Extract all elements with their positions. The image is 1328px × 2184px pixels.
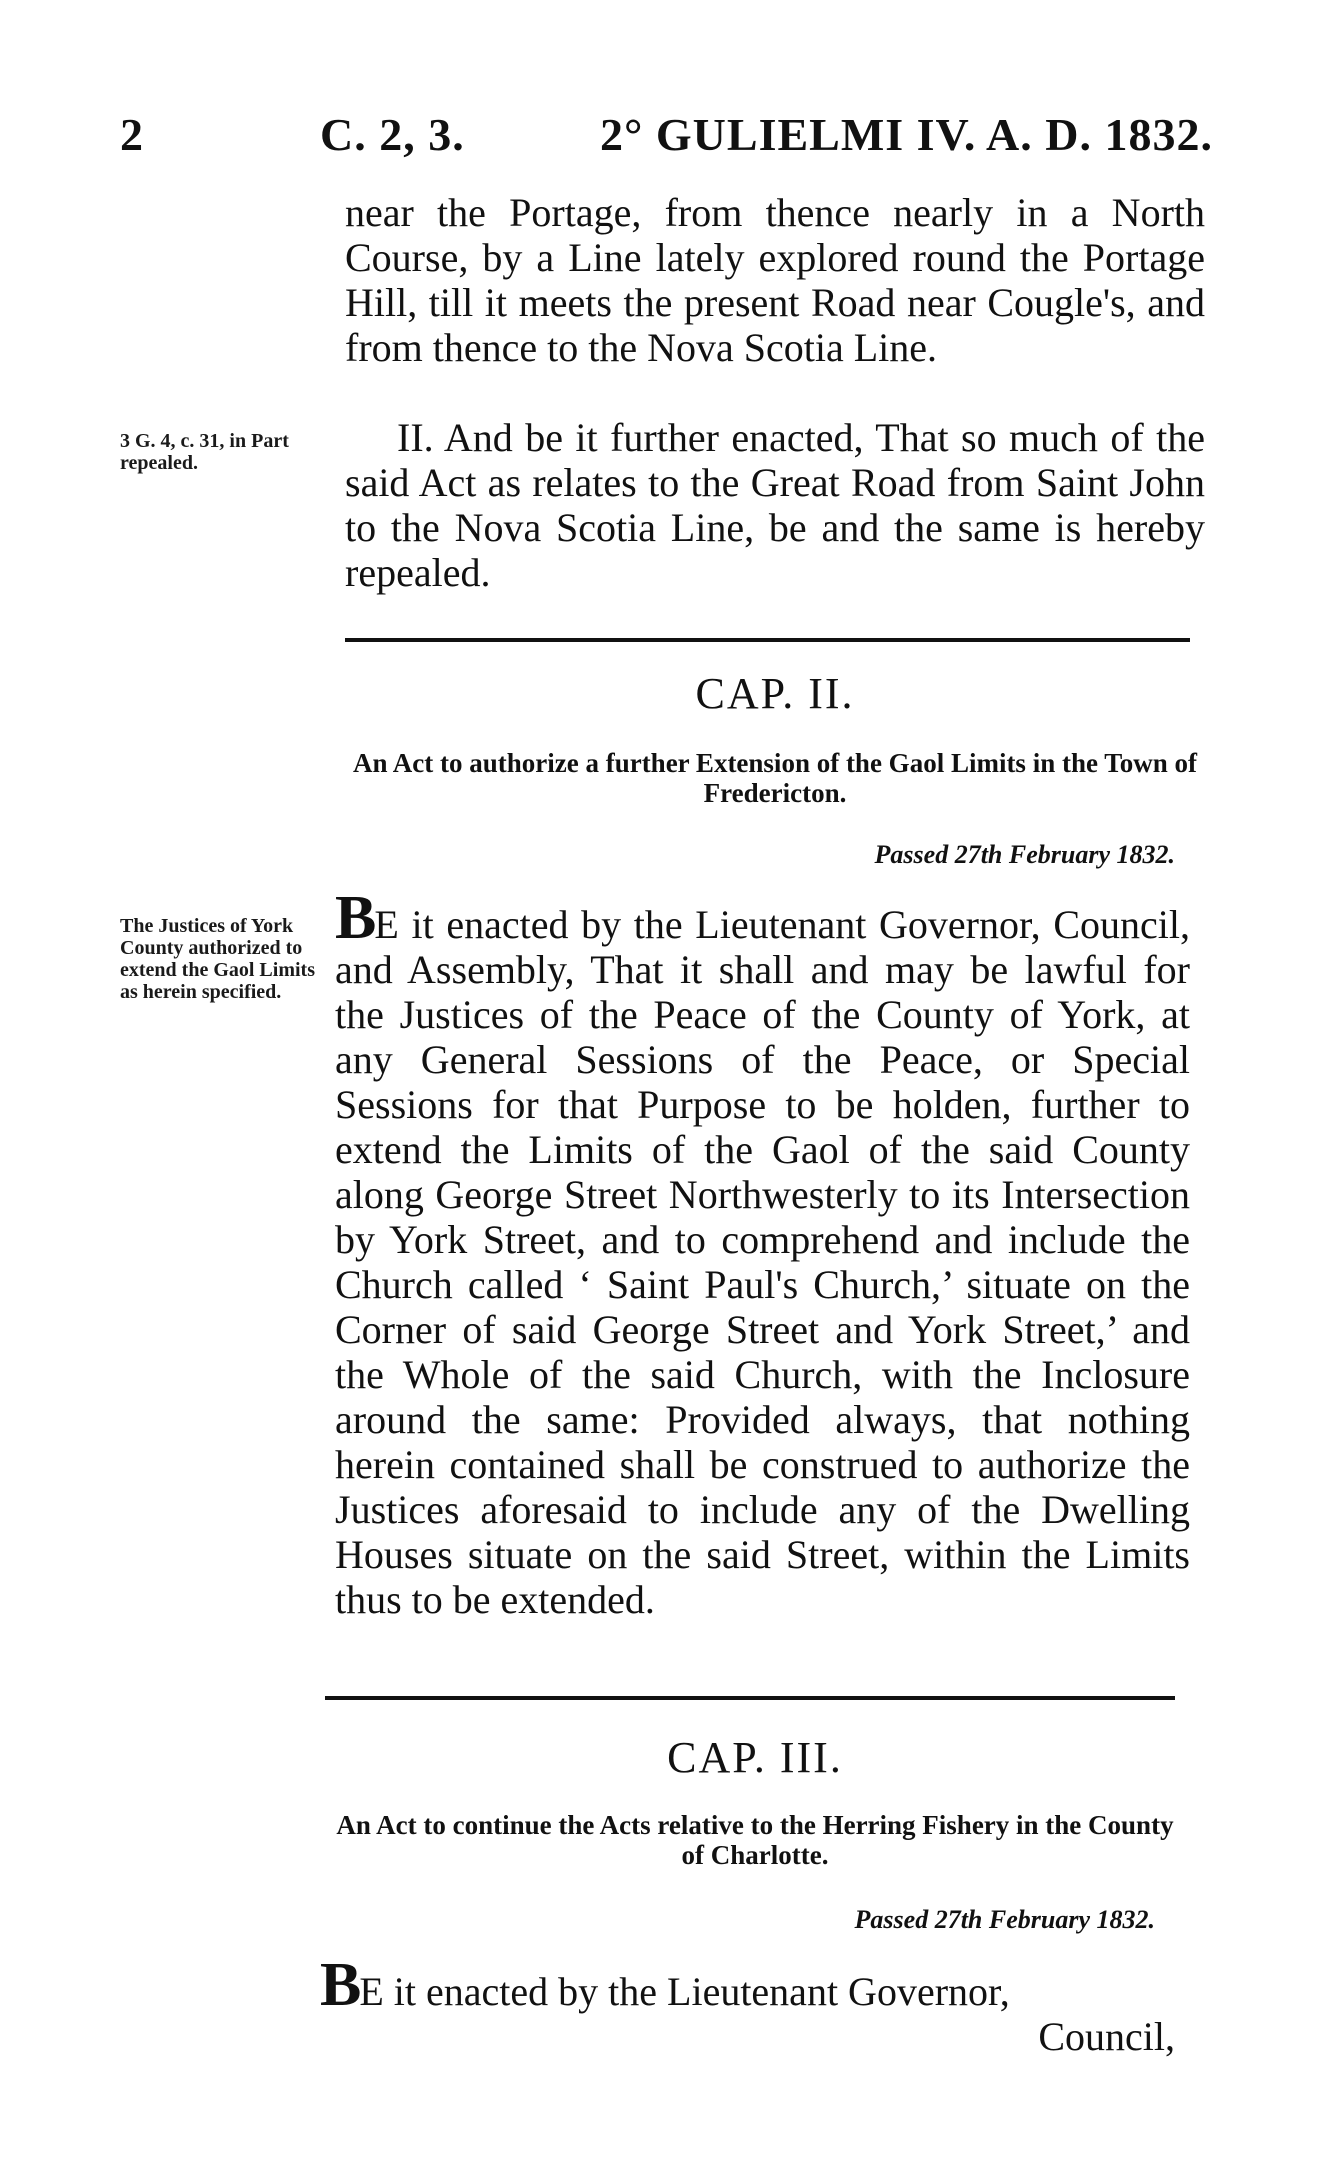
section-2-paragraph — [345, 415, 1205, 595]
page-number: 2 — [120, 109, 144, 160]
cap-3-passed-date: Passed 27th February 1832. — [854, 1905, 1155, 1934]
section-divider-rule — [325, 1696, 1175, 1700]
section-divider-rule — [345, 638, 1190, 642]
cap-3-enacting-paragraph — [320, 1951, 1175, 2059]
cap-2-drop-cap: B — [335, 884, 375, 952]
cap-2-title: An Act to authorize a further Extension of the Gaol Limits in the Town of Fredericton. — [352, 748, 1197, 808]
section-2-text: II. And be it further enacted, That so much of the said Act as relates to the Great Road from Saint John to the Nova Scotia Line, be and the same is hereby repealed. — [345, 415, 1205, 595]
cap-2-passed-date: Passed 27th February 1832. — [874, 840, 1175, 869]
continuation-paragraph — [345, 190, 1205, 370]
cap-3-text-line-2: Council, — [1038, 2014, 1175, 2059]
cap-3-drop-cap: B — [320, 1951, 360, 2019]
cap-3-title: An Act to continue the Acts relative to the Herring Fishery in the County of Charlotte. — [336, 1810, 1174, 1870]
continuation-text: near the Portage, from thence nearly in a North Course, by a Line lately explored round the Portage Hill, till it meets the present Road near Cougle's, and from thence to the Nova Scotia Line. — [345, 190, 1205, 370]
margin-note-section-2: 3 G. 4, c. 31, in Part repealed. — [120, 430, 289, 474]
margin-note-cap-2: The Justices of York County authorized to extend the Gaol Limits as herein specified. — [120, 915, 315, 1003]
chapter-reference: C. 2, 3. — [320, 109, 465, 160]
cap-3-text-line-1: E it enacted by the Lieutenant Governor, — [359, 1969, 1010, 2014]
regnal-year: 2° GULIELMI IV. — [600, 109, 977, 160]
cap-3-heading: CAP. III. — [667, 1733, 843, 1782]
running-head — [120, 108, 1213, 158]
cap-2-enacting-paragraph — [335, 884, 1190, 1622]
anno-domini: A. D. 1832. — [986, 109, 1213, 160]
cap-2-heading: CAP. II. — [695, 669, 855, 718]
cap-2-text: E it enacted by the Lieutenant Governor, Council, and Assembly, That it shall and may be lawful for the Justices of the Peace of the County of York, at any General Sessions of the Peace, or Special Sessions for that Purpose to be holden, further to extend the Limits of the Gaol of the said County along George Street Northwesterly to its Intersection by York Street, and to comprehend and include the Church called ‘ Saint Paul's Church,’ situate on the Corner of said George Street and York Street,’ and the Whole of the said Church, with the Inclosure around the same: Provided always, that nothing herein contained shall be construed to authorize the Justices aforesaid to include any of the Dwelling Houses situate on the said Street, within the Limits thus to be extended. — [335, 902, 1190, 1622]
